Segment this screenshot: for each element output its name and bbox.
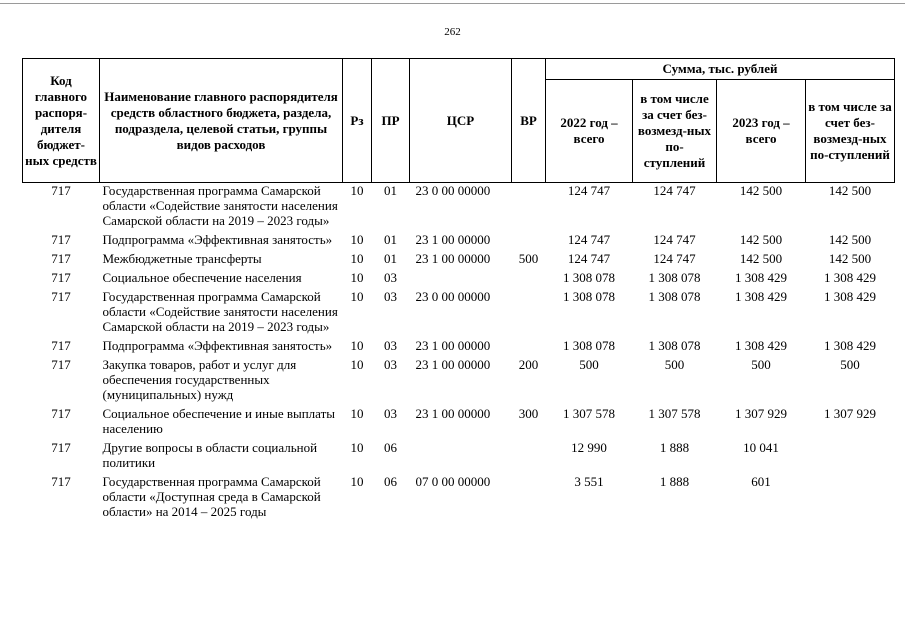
row-rz: 10 <box>350 270 364 285</box>
row-code: 717 <box>51 289 71 304</box>
row-code: 717 <box>51 183 71 198</box>
row-2023-free: 142 500 <box>828 183 872 198</box>
row-pr: 01 <box>384 183 397 198</box>
row-2022-total: 500 <box>579 357 599 372</box>
row-name: Социальное обеспечение и иные выплаты населению <box>102 406 336 436</box>
row-2022-total: 1 308 078 <box>563 270 615 285</box>
row-pr: 03 <box>384 406 397 421</box>
row-vr <box>512 228 546 247</box>
row-name: Государственная программа Самарской области «Содействие занятости населения Самарской области на 2019 – 2023 годы» <box>102 183 338 228</box>
row-2023-free: 1 308 429 <box>824 289 876 304</box>
header-rz: Рз <box>343 59 372 183</box>
table-row <box>23 402 895 436</box>
row-code: 717 <box>51 251 71 266</box>
row-rz: 10 <box>350 474 364 489</box>
row-rz: 10 <box>350 406 364 421</box>
row-2023-total: 10 041 <box>743 440 779 455</box>
row-2022-total: 12 990 <box>571 440 607 455</box>
table-row <box>23 353 895 402</box>
header-csr: ЦСР <box>410 59 512 183</box>
row-rz: 10 <box>350 232 364 247</box>
row-code: 717 <box>51 474 71 489</box>
row-2023-total: 142 500 <box>739 251 783 266</box>
row-2023-free: 1 308 429 <box>824 338 876 353</box>
row-2023-free: 500 <box>840 357 860 372</box>
header-2023-total: 2023 год – всего <box>717 80 806 183</box>
page-number: 262 <box>444 26 461 38</box>
row-csr: 23 1 00 00000 <box>415 406 491 421</box>
row-2023-free: 142 500 <box>828 251 872 266</box>
row-pr: 06 <box>384 440 397 455</box>
row-2023-total: 142 500 <box>739 183 783 198</box>
row-2022-total: 124 747 <box>567 183 611 198</box>
row-pr: 01 <box>384 251 397 266</box>
row-2023-free: 142 500 <box>828 232 872 247</box>
table-row <box>23 228 895 247</box>
table-body <box>23 183 895 520</box>
row-csr: 23 0 00 00000 <box>415 183 491 198</box>
row-2023-free: 1 308 429 <box>824 270 876 285</box>
row-code: 717 <box>51 338 71 353</box>
row-name: Подпрограмма «Эффективная занятость» <box>102 338 333 353</box>
row-vr <box>512 436 546 470</box>
header-pr: ПР <box>372 59 410 183</box>
row-2022-total: 3 551 <box>574 474 604 489</box>
top-rule <box>0 3 905 4</box>
row-name: Межбюджетные трансферты <box>102 251 262 266</box>
row-code: 717 <box>51 440 71 455</box>
row-2022-free: 124 747 <box>653 183 696 198</box>
row-2023-total: 1 308 429 <box>735 338 787 353</box>
row-code: 717 <box>51 406 71 421</box>
row-2022-free: 124 747 <box>653 251 696 266</box>
row-2022-free: 1 308 078 <box>648 289 701 304</box>
row-name: Закупка товаров, работ и услуг для обеспечения государственных (муниципальных) нужд <box>102 357 297 402</box>
row-csr: 07 0 00 00000 <box>415 474 491 489</box>
row-2023-total: 601 <box>751 474 771 489</box>
row-pr: 06 <box>384 474 397 489</box>
row-2023-free <box>806 470 895 519</box>
row-vr: 200 <box>518 357 539 372</box>
row-2023-free <box>806 436 895 470</box>
table-row <box>23 285 895 334</box>
row-csr: 23 1 00 00000 <box>415 338 491 353</box>
row-2022-free: 500 <box>664 357 685 372</box>
row-2023-total: 1 308 429 <box>735 270 787 285</box>
row-vr <box>512 470 546 519</box>
row-pr: 03 <box>384 289 397 304</box>
budget-table <box>22 58 895 519</box>
header-code: Код главного распоря-дителя бюджет-ных средств <box>23 59 100 183</box>
row-2022-total: 1 308 078 <box>563 289 615 304</box>
row-pr: 01 <box>384 232 397 247</box>
header-sum: Сумма, тыс. рублей <box>546 59 895 80</box>
row-vr <box>512 285 546 334</box>
table-row <box>23 247 895 266</box>
header-2023-free: в том числе за счет без-возмезд-ных по-ступлений <box>806 80 895 183</box>
row-name: Государственная программа Самарской области «Содействие занятости населения Самарской области на 2019 – 2023 годы» <box>102 289 338 334</box>
row-code: 717 <box>51 270 71 285</box>
row-rz: 10 <box>350 440 364 455</box>
row-name: Подпрограмма «Эффективная занятость» <box>102 232 333 247</box>
row-rz: 10 <box>350 183 364 198</box>
row-2022-total: 1 307 578 <box>563 406 615 421</box>
table-row <box>23 436 895 470</box>
table-header <box>23 59 895 183</box>
row-csr <box>410 436 512 470</box>
table-row <box>23 470 895 519</box>
row-name: Социальное обеспечение населения <box>102 270 302 285</box>
row-csr <box>410 266 512 285</box>
table-row <box>23 266 895 285</box>
header-vr: ВР <box>512 59 546 183</box>
row-vr <box>512 183 546 229</box>
row-name: Государственная программа Самарской области «Доступная среда в Самарской области» на 2014 – 2025 годы <box>102 474 321 519</box>
table-row <box>23 183 895 229</box>
row-2022-free: 1 888 <box>659 440 690 455</box>
row-csr: 23 0 00 00000 <box>415 289 491 304</box>
row-code: 717 <box>51 357 71 372</box>
row-pr: 03 <box>384 357 397 372</box>
row-2023-total: 1 307 929 <box>735 406 787 421</box>
row-2022-free: 124 747 <box>653 232 696 247</box>
row-name: Другие вопросы в области социальной политики <box>102 440 318 470</box>
header-2022-total: 2022 год – всего <box>546 80 633 183</box>
table-row <box>23 334 895 353</box>
row-csr: 23 1 00 00000 <box>415 232 491 247</box>
row-vr <box>512 266 546 285</box>
row-pr: 03 <box>384 338 397 353</box>
row-2022-total: 124 747 <box>567 232 611 247</box>
row-csr: 23 1 00 00000 <box>415 357 491 372</box>
row-2022-free: 1 308 078 <box>648 270 701 285</box>
row-2023-total: 1 308 429 <box>735 289 787 304</box>
header-2022-free: в том числе за счет без-возмезд-ных по-ступлений <box>633 80 717 183</box>
row-2023-total: 500 <box>751 357 771 372</box>
row-2022-total: 1 308 078 <box>563 338 615 353</box>
row-vr <box>512 334 546 353</box>
row-2023-total: 142 500 <box>739 232 783 247</box>
row-2022-total: 124 747 <box>567 251 611 266</box>
header-name: Наименование главного распорядителя средств областного бюджета, раздела, подраздела, целевой статьи, группы видов расходов <box>100 59 343 183</box>
row-code: 717 <box>51 232 71 247</box>
row-pr: 03 <box>384 270 397 285</box>
row-rz: 10 <box>350 251 364 266</box>
row-2022-free: 1 307 578 <box>648 406 701 421</box>
row-rz: 10 <box>350 338 364 353</box>
row-vr: 300 <box>518 406 539 421</box>
row-vr: 500 <box>518 251 539 266</box>
row-csr: 23 1 00 00000 <box>415 251 491 266</box>
row-2022-free: 1 308 078 <box>648 338 701 353</box>
row-2022-free: 1 888 <box>659 474 690 489</box>
row-rz: 10 <box>350 289 364 304</box>
row-rz: 10 <box>350 357 364 372</box>
row-2023-free: 1 307 929 <box>824 406 876 421</box>
